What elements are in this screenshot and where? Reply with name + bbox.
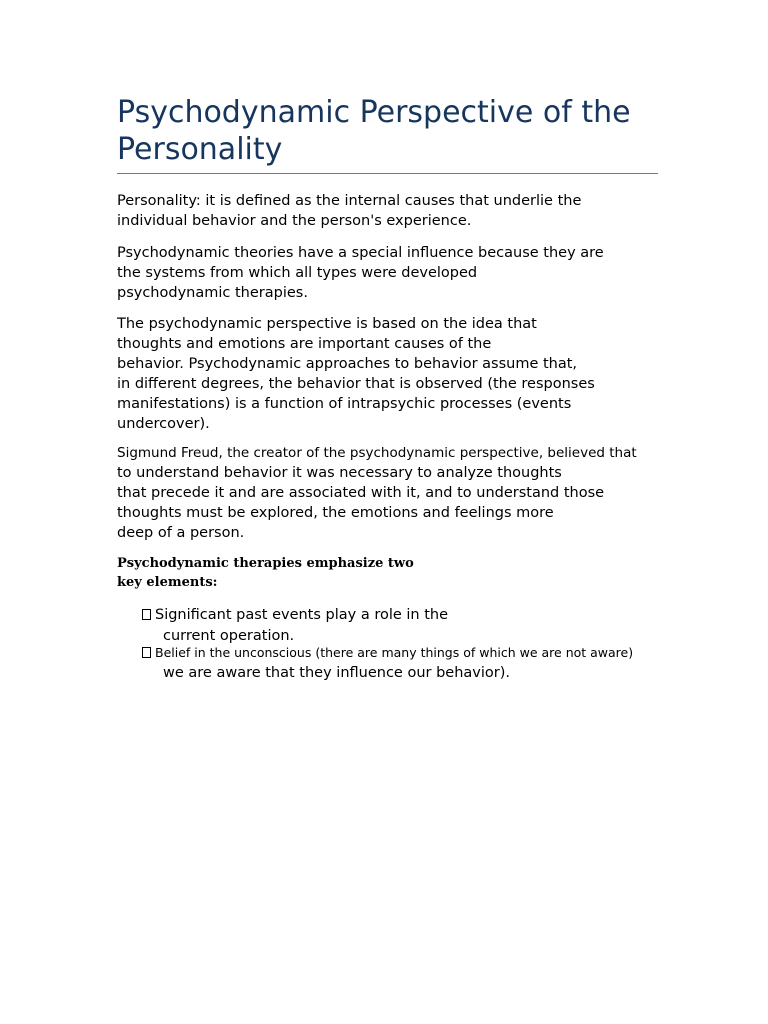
text-line: behavior. Psychodynamic approaches to behavior assume that, <box>117 356 578 372</box>
bullet-text: Belief in the unconscious (there are many things of which we are not aware) <box>155 645 634 660</box>
text-line: that precede it and are associated with it, and to understand those <box>117 485 605 501</box>
text-line: manifestations) is a function of intrapsychic processes (events <box>117 396 572 412</box>
text-line: Sigmund Freud, the creator of the psychodynamic perspective, believed that <box>117 445 637 461</box>
title-line-1: Psychodynamic Perspective of the <box>117 95 631 130</box>
text-line: the systems from which all types were developed <box>117 265 478 281</box>
text-line: thoughts must be explored, the emotions and feelings more <box>117 505 554 521</box>
bullet-item-2-continuation: we are aware that they influence our behavior). <box>163 665 510 681</box>
text-line: psychodynamic therapies. <box>117 285 308 301</box>
paragraph-sigmund-freud <box>117 443 637 543</box>
bullet-item-1 <box>142 605 448 625</box>
text-line: to understand behavior it was necessary to analyze thoughts <box>117 465 562 481</box>
heading-line: key elements: <box>117 575 218 590</box>
bullet-box-icon <box>142 609 151 620</box>
text-line: undercover). <box>117 416 210 432</box>
document-title <box>117 94 717 168</box>
bullet-box-icon <box>142 647 151 658</box>
text-line: deep of a person. <box>117 525 245 541</box>
title-line-2: Personality <box>117 132 283 167</box>
title-underline <box>117 173 658 174</box>
heading-line: Psychodynamic therapies emphasize two <box>117 556 414 571</box>
text-line: in different degrees, the behavior that is observed (the responses <box>117 376 595 392</box>
bullet-item-1-continuation: current operation. <box>163 628 295 644</box>
paragraph-personality-definition <box>117 191 581 231</box>
bullet-text: Significant past events play a role in the <box>155 607 449 623</box>
bullet-item-2 <box>142 645 633 661</box>
key-elements-heading <box>117 554 414 592</box>
text-line: thoughts and emotions are important causes of the <box>117 336 492 352</box>
text-line: Personality: it is defined as the internal causes that underlie the <box>117 193 582 209</box>
paragraph-psychodynamic-perspective <box>117 314 595 434</box>
text-line: individual behavior and the person's experience. <box>117 213 472 229</box>
text-line: Psychodynamic theories have a special influence because they are <box>117 245 604 261</box>
paragraph-psychodynamic-theories <box>117 243 604 303</box>
text-line: The psychodynamic perspective is based on the idea that <box>117 316 537 332</box>
